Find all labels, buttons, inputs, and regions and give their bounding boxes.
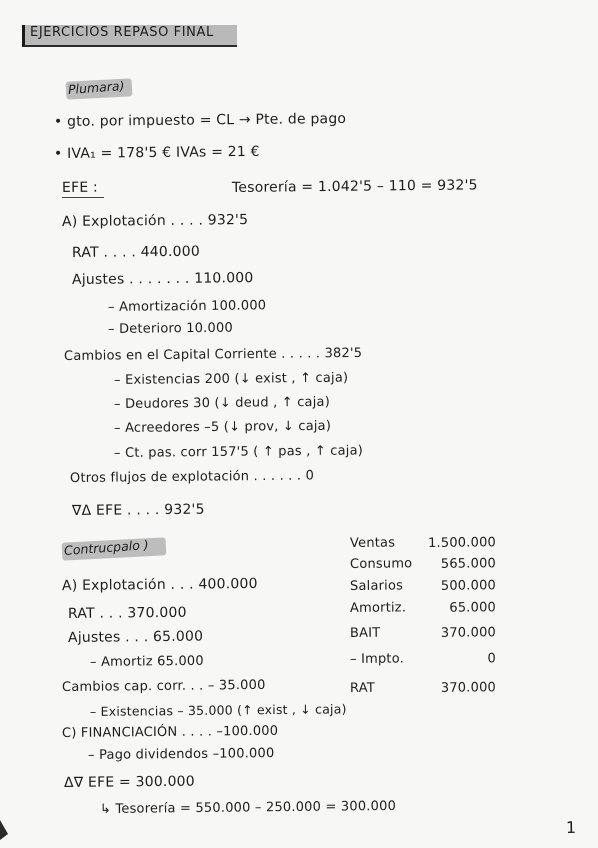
page-title: EJERCICIOS REPASO FINAL <box>30 25 214 40</box>
existencias-line-2: – Existencias – 35.000 (↑ exist , ↓ caja) <box>89 701 347 719</box>
efe-label: EFE : <box>61 179 99 196</box>
existencias-line: – Existencias 200 (↓ exist , ↑ caja) <box>113 370 349 388</box>
bullet-iva: • IVA₁ = 178'5 € IVAs = 21 € <box>53 143 260 162</box>
var-efe-line-1: ∇Δ EFE . . . . 932'5 <box>71 501 205 519</box>
rat-line-2: RAT . . . 370.000 <box>67 604 187 622</box>
income-statement-label: Salarios <box>349 578 404 594</box>
income-statement-label: BAIT <box>349 625 381 641</box>
rat-line: RAT . . . . 440.000 <box>71 243 201 261</box>
cambios-line-2: Cambios cap. corr. . . – 35.000 <box>61 677 266 695</box>
efe-underline <box>62 197 104 198</box>
acreedores-line: – Acreedores –5 (↓ prov, ↓ caja) <box>113 418 332 436</box>
var-efe-line-2: Δ∇ EFE = 300.000 <box>63 773 195 791</box>
deudores-line: – Deudores 30 (↓ deud , ↑ caja) <box>113 394 331 412</box>
tesoreria-line: Tesorería = 1.042'5 – 110 = 932'5 <box>231 177 478 196</box>
income-statement-value: 500.000 <box>440 578 497 594</box>
financiacion-line: C) FINANCIACIÓN . . . . –100.000 <box>61 723 279 741</box>
income-statement-label: Amortiz. <box>349 600 407 616</box>
amortiz-line: – Amortiz 65.000 <box>89 653 204 670</box>
section2-heading: Contrucpalo ) <box>63 537 150 558</box>
income-statement-label: Consumo <box>349 556 413 572</box>
amortizacion-line: – Amortización 100.000 <box>107 298 267 315</box>
income-statement-value: 370.000 <box>440 680 497 696</box>
deterioro-line: – Deterioro 10.000 <box>107 320 233 337</box>
section1-heading: Plumara) <box>67 78 125 97</box>
income-statement-value: 1.500.000 <box>427 535 497 551</box>
income-statement-label: RAT <box>349 680 376 696</box>
ajustes-line-2: Ajustes . . . 65.000 <box>67 628 204 646</box>
income-statement-value: 65.000 <box>449 600 497 616</box>
page-corner-mark <box>0 820 8 840</box>
dividendos-line: – Pago dividendos –100.000 <box>87 746 275 763</box>
explotacion-line-2: A) Explotación . . . 400.000 <box>61 575 258 594</box>
income-statement-value: 0 <box>487 651 497 667</box>
bullet-impuesto: • gto. por impuesto = CL → Pte. de pago <box>53 110 347 130</box>
otros-flujos-line: Otros flujos de explotación . . . . . . 0 <box>69 468 315 486</box>
tesoreria-line-2: ↳ Tesorería = 550.000 – 250.000 = 300.000 <box>99 798 397 817</box>
cambios-capital-line: Cambios en el Capital Corriente . . . . . 382'5 <box>63 345 363 364</box>
page-number: 1 <box>565 817 577 837</box>
ct-pas-line: – Ct. pas. corr 157'5 ( ↑ pas , ↑ caja) <box>113 443 364 461</box>
income-statement-value: 370.000 <box>440 625 497 641</box>
income-statement-label: Ventas <box>349 535 396 551</box>
ajustes-line: Ajustes . . . . . . . 110.000 <box>71 270 254 288</box>
income-statement-value: 565.000 <box>440 556 497 572</box>
income-statement-label: – Impto. <box>349 651 405 667</box>
explotacion-line: A) Explotación . . . . 932'5 <box>61 212 249 230</box>
